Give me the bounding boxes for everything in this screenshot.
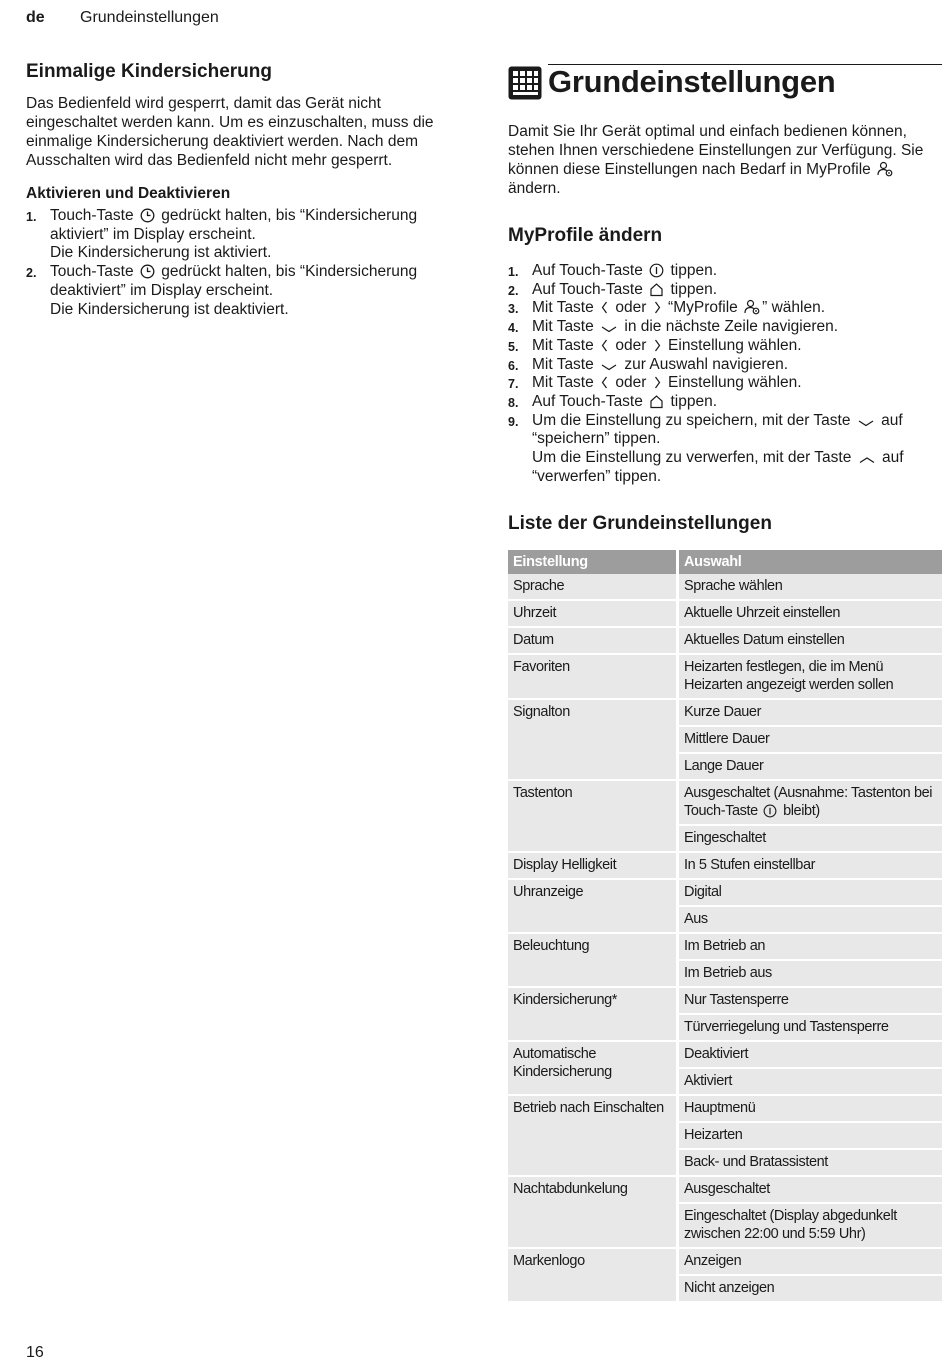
table-header-cell: Einstellung xyxy=(508,550,678,574)
page-number: 16 xyxy=(26,1344,44,1361)
table-row xyxy=(508,600,942,627)
right-column xyxy=(508,60,942,1303)
clock-icon xyxy=(140,264,155,279)
table-cell: Back- und Bratassistent xyxy=(678,1149,943,1176)
step-text: in die nächste Zeile navigieren. xyxy=(624,318,839,336)
intro-text: Damit Sie Ihr Gerät optimal und einfach bedienen können, stehen Ihnen verschiedene Einstellungen zur Verfügung. Sie können diese Einstellungen nach Bedarf in MyProfile xyxy=(508,123,924,178)
section-heading-myprofile: MyProfile ändern xyxy=(508,225,663,246)
table-cell: Türverriegelung und Tastensperre xyxy=(678,1014,943,1041)
step-text: gedrückt halten, bis “Kindersicherung aktiviert” im Display erscheint. xyxy=(50,207,418,243)
step-item xyxy=(26,207,466,263)
keypad-grid-icon xyxy=(508,66,542,100)
step-item xyxy=(508,299,942,318)
step-item xyxy=(508,412,942,487)
step-number: 8. xyxy=(508,395,519,410)
step-text: zur Auswahl navigieren. xyxy=(624,355,789,373)
step-item xyxy=(508,374,942,393)
intro-paragraph: Das Bedienfeld wird gesperrt, damit das Gerät nicht eingeschaltet werden kann. Um es einzuschalten, muss die einmalige Kindersicherung deaktiviert werden. Nach dem Ausschalten wird das Bedienfeld nicht mehr gesperrt. xyxy=(26,95,434,169)
chevron-right-icon xyxy=(653,300,662,315)
step-number: 1. xyxy=(508,265,519,279)
table-cell: Aktuelles Datum einstellen xyxy=(678,627,943,654)
table-row xyxy=(508,987,942,1014)
table-row xyxy=(508,574,942,600)
home-icon xyxy=(649,282,664,297)
step-text: ” wählen. xyxy=(762,299,826,317)
chevron-down-icon xyxy=(600,324,618,334)
step-text: Auf Touch-Taste xyxy=(532,280,643,298)
step-text: Touch-Taste xyxy=(50,207,134,224)
table-cell: Automatische Kindersicherung xyxy=(508,1041,678,1095)
step-number: 5. xyxy=(508,339,519,354)
table-cell: Aktuelle Uhrzeit einstellen xyxy=(678,600,943,627)
table-cell: Uhranzeige xyxy=(508,879,678,933)
step-item xyxy=(508,281,942,300)
step-number: 7. xyxy=(508,377,519,392)
step-text: Mit Taste xyxy=(532,318,594,336)
steps-list xyxy=(26,207,466,319)
step-number: 2. xyxy=(508,283,519,298)
intro-text: ändern. xyxy=(508,180,561,197)
step-item xyxy=(508,262,942,281)
table-cell: Nicht anzeigen xyxy=(678,1275,943,1302)
table-cell: Eingeschaltet xyxy=(678,825,943,852)
step-text: gedrückt halten, bis “Kindersicherung deaktiviert” im Display erscheint. xyxy=(50,263,418,299)
table-cell: Betrieb nach Einschalten xyxy=(508,1095,678,1176)
step-text: auf “verwerfen” tippen. xyxy=(532,449,904,485)
info-icon xyxy=(649,263,664,278)
step-result: Die Kindersicherung ist aktiviert. xyxy=(50,244,272,262)
step-text: Einstellung wählen. xyxy=(668,336,802,354)
step-text: Touch-Taste xyxy=(50,263,134,281)
table-cell: Tastenton xyxy=(508,780,678,852)
table-header-cell: Auswahl xyxy=(678,550,943,574)
table-cell: Im Betrieb an xyxy=(678,933,943,960)
table-row xyxy=(508,1095,942,1122)
step-text: Um die Einstellung zu speichern, mit der Taste xyxy=(532,411,851,429)
chevron-left-icon xyxy=(600,375,609,390)
table-cell: Im Betrieb aus xyxy=(678,960,943,987)
table-row xyxy=(508,627,942,654)
step-text: tippen. xyxy=(670,280,718,298)
chevron-down-icon xyxy=(857,418,875,428)
step-text: Auf Touch-Taste xyxy=(532,262,643,279)
table-cell: Deaktiviert xyxy=(678,1041,943,1068)
section-heading-kindersicherung: Einmalige Kindersicherung xyxy=(26,61,272,82)
table-row xyxy=(508,1176,942,1203)
profile-icon xyxy=(744,299,760,315)
step-number: 1. xyxy=(26,210,37,224)
table-cell: Aus xyxy=(678,906,943,933)
table-cell: Mittlere Dauer xyxy=(678,726,943,753)
step-item xyxy=(508,393,942,412)
table-cell: Kurze Dauer xyxy=(678,699,943,726)
step-result: Die Kindersicherung ist deaktiviert. xyxy=(50,300,289,318)
language-code: de xyxy=(26,9,45,26)
step-number: 3. xyxy=(508,302,519,317)
chevron-left-icon xyxy=(600,338,609,353)
table-cell: Signalton xyxy=(508,699,678,780)
table-row xyxy=(508,1041,942,1068)
page-title: Grundeinstellungen xyxy=(548,64,836,99)
myprofile-steps xyxy=(508,262,942,486)
left-column xyxy=(26,60,466,319)
step-text: oder xyxy=(615,299,647,317)
step-text: Um die Einstellung zu verwerfen, mit der Taste xyxy=(532,449,852,467)
table-cell: Favoriten xyxy=(508,654,678,699)
table-row xyxy=(508,879,942,906)
step-text: Mit Taste xyxy=(532,355,594,373)
step-number: 6. xyxy=(508,358,519,373)
home-icon xyxy=(649,394,664,409)
step-text: Einstellung wählen. xyxy=(668,374,802,392)
step-text: tippen. xyxy=(670,262,718,279)
table-cell: Sprache xyxy=(508,574,678,600)
table-cell: Display Helligkeit xyxy=(508,852,678,879)
profile-icon xyxy=(877,161,893,177)
table-cell: Datum xyxy=(508,627,678,654)
running-header: Grundeinstellungen xyxy=(80,9,219,26)
step-text: Mit Taste xyxy=(532,299,594,317)
table-row xyxy=(508,1248,942,1275)
step-text: oder xyxy=(615,374,647,392)
table-row xyxy=(508,780,942,825)
table-cell: Markenlogo xyxy=(508,1248,678,1302)
step-text: tippen. xyxy=(670,392,718,410)
clock-icon xyxy=(140,208,155,223)
step-text: Mit Taste xyxy=(532,374,594,392)
section-heading-liste: Liste der Grundeinstellungen xyxy=(508,513,772,535)
table-cell: Aktiviert xyxy=(678,1068,943,1095)
step-number: 4. xyxy=(508,321,519,336)
table-cell: Lange Dauer xyxy=(678,753,943,780)
table-row xyxy=(508,933,942,960)
step-number: 2. xyxy=(26,266,37,281)
table-row xyxy=(508,654,942,699)
chapter-heading xyxy=(508,60,942,108)
table-cell: Nur Tastensperre xyxy=(678,987,943,1014)
step-item xyxy=(26,263,466,319)
table-cell: Heizarten festlegen, die im Menü Heizarten angezeigt werden sollen xyxy=(678,654,943,699)
table-row xyxy=(508,852,942,879)
step-text: oder xyxy=(615,336,647,354)
intro-paragraph xyxy=(508,122,942,198)
table-cell: Heizarten xyxy=(678,1122,943,1149)
table-row xyxy=(508,699,942,726)
step-item xyxy=(508,318,942,337)
chevron-right-icon xyxy=(653,338,662,353)
chevron-left-icon xyxy=(600,300,609,315)
table-cell: Ausgeschaltet xyxy=(678,1176,943,1203)
table-cell: Hauptmenü xyxy=(678,1095,943,1122)
table-cell: Eingeschaltet (Display abgedunkelt zwischen 22:00 und 5:59 Uhr) xyxy=(678,1203,943,1248)
table-cell: Kindersicherung* xyxy=(508,987,678,1041)
step-text: Auf Touch-Taste xyxy=(532,392,643,410)
table-cell: In 5 Stufen einstellbar xyxy=(678,852,943,879)
step-text: Mit Taste xyxy=(532,336,594,354)
table-cell xyxy=(678,780,943,825)
chevron-right-icon xyxy=(653,375,662,390)
step-item xyxy=(508,356,942,375)
table-cell: Sprache wählen xyxy=(678,574,943,600)
cell-text: Ausgeschaltet (Ausnahme: Tastenton bei Touch-Taste xyxy=(684,785,933,820)
table-cell: Digital xyxy=(678,879,943,906)
cell-text: bleibt) xyxy=(783,803,820,820)
table-cell: Nachtabdunkelung xyxy=(508,1176,678,1248)
chevron-up-icon xyxy=(858,455,876,465)
chevron-down-icon xyxy=(600,362,618,372)
step-number: 9. xyxy=(508,414,519,429)
table-cell: Beleuchtung xyxy=(508,933,678,987)
table-cell: Anzeigen xyxy=(678,1248,943,1275)
step-text: auf “speichern” tippen. xyxy=(532,411,903,448)
table-header-row xyxy=(508,550,942,574)
table-cell: Uhrzeit xyxy=(508,600,678,627)
subheading-activate: Aktivieren und Deaktivieren xyxy=(26,185,231,202)
info-icon xyxy=(763,804,777,818)
step-item xyxy=(508,337,942,356)
settings-table xyxy=(508,550,942,1303)
step-text: “MyProfile xyxy=(668,299,738,317)
